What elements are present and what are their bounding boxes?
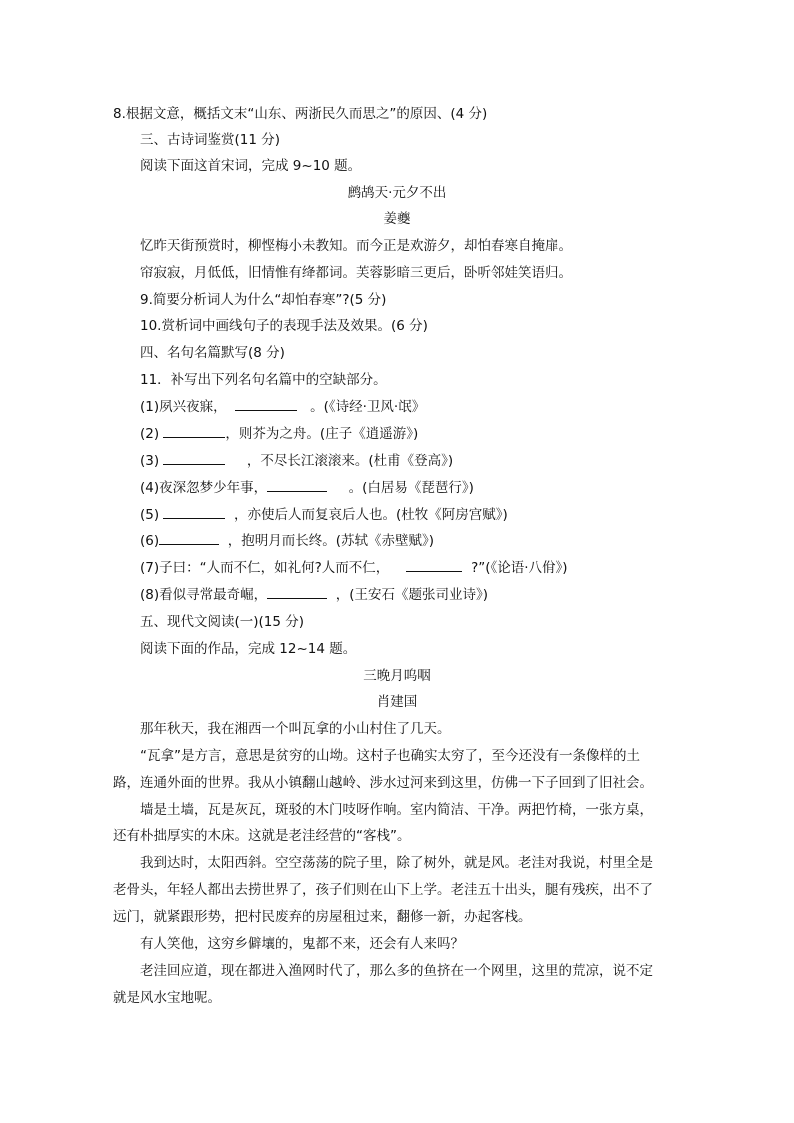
fill-item-6-after: ，抱明月而长终。(苏轼《赤壁赋》) xyxy=(227,533,435,549)
story-paragraph-3-line-2: 还有朴拙厚实的木床。这就是老洼经营的“客栈”。 xyxy=(113,828,411,844)
fill-item-6 xyxy=(140,532,434,550)
fill-blank-6[interactable] xyxy=(159,532,219,545)
fill-item-4-before: (4)夜深忽梦少年事， xyxy=(140,480,268,496)
fill-item-7-after: ?”(《论语·八佾》) xyxy=(471,560,568,576)
fill-blank-1[interactable] xyxy=(235,398,297,411)
fill-item-5-before: (5) xyxy=(140,507,160,523)
fill-blank-3[interactable] xyxy=(163,452,225,465)
fill-item-2-after: ，则芥为之舟。(庄子《逍遥游》) xyxy=(225,426,419,442)
fill-item-8-after: ，(王安石《题张司业诗》) xyxy=(335,587,489,603)
fill-blank-4[interactable] xyxy=(267,479,327,492)
fill-blank-8[interactable] xyxy=(267,586,327,599)
story-paragraph-4-line-2: 老骨头，年轻人都出去捞世界了，孩子们则在山下上学。老洼五十出头，腿有残疾，出不了 xyxy=(113,882,653,898)
question-11: 11．补写出下列名句名篇中的空缺部分。 xyxy=(140,372,387,388)
question-9: 9.简要分析词人为什么“却怕春寒”?(5 分) xyxy=(140,292,387,308)
section-5-heading: 五、现代文阅读(一)(15 分) xyxy=(140,614,305,630)
story-title: 三晚月呜咽 xyxy=(363,668,431,684)
story-paragraph-2-line-2: 路，连通外面的世界。我从小镇翻山越岭、涉水过河来到这里，仿佛一下子回到了旧社会。 xyxy=(113,775,653,791)
fill-item-1-before: (1)夙兴夜寐， xyxy=(140,399,227,415)
fill-item-8-before: (8)看似寻常最奇崛， xyxy=(140,587,268,603)
fill-blank-5[interactable] xyxy=(163,506,225,519)
fill-item-1 xyxy=(140,398,425,416)
story-paragraph-3-line-1: 墙是土墙，瓦是灰瓦，斑驳的木门吱呀作响。室内简洁、干净。两把竹椅，一张方桌， xyxy=(140,802,653,818)
fill-item-1-after: 。(《诗经·卫风·氓》 xyxy=(310,399,426,415)
poem-title: 鹧鸪天·元夕不出 xyxy=(347,185,447,201)
section-3-heading: 三、古诗词鉴赏(11 分) xyxy=(140,132,281,148)
fill-item-3 xyxy=(140,452,453,470)
fill-item-4-after: 。(白居易《琵琶行》) xyxy=(348,480,474,496)
poem-line-1: 忆昨天街预赏时，柳悭梅小未教知。而今正是欢游夕，却怕春寒自掩扉。 xyxy=(140,238,572,254)
story-author: 肖建国 xyxy=(376,694,418,710)
story-paragraph-6-line-2: 就是风水宝地呢。 xyxy=(113,990,221,1006)
fill-item-5-after: ，亦使后人而复哀后人也。(杜牧《阿房宫赋》) xyxy=(234,507,508,523)
poem-author: 姜夔 xyxy=(383,211,411,227)
story-paragraph-6-line-1: 老洼回应道，现在都进入渔网时代了，那么多的鱼挤在一个网里，这里的荒凉，说不定 xyxy=(140,963,653,979)
question-10: 10.赏析词中画线句子的表现手法及效果。(6 分) xyxy=(140,318,428,334)
reading-instruction-12: 阅读下面的作品，完成 12~14 题。 xyxy=(140,641,357,657)
fill-item-3-before: (3) xyxy=(140,453,160,469)
fill-blank-2[interactable] xyxy=(163,425,225,438)
fill-item-7 xyxy=(140,559,568,577)
fill-item-2-before: (2) xyxy=(140,426,160,442)
question-8: 8.根据文意，概括文末“山东、两浙民久而思之”的原因、(4 分) xyxy=(113,106,488,122)
fill-item-5 xyxy=(140,506,508,524)
poem-line-2: 帘寂寂，月低低，旧情惟有绛都词。芙蓉影暗三更后，卧听邻娃笑语归。 xyxy=(140,265,572,281)
fill-item-8 xyxy=(140,586,488,604)
story-paragraph-1: 那年秋天，我在湘西一个叫瓦拿的小山村住了几天。 xyxy=(140,721,451,737)
fill-item-6-before: (6) xyxy=(140,533,160,549)
fill-blank-7[interactable] xyxy=(406,559,462,572)
story-paragraph-4-line-3: 远门，就紧跟形势，把村民废弃的房屋租过来，翻修一新，办起客栈。 xyxy=(113,909,532,925)
fill-item-2 xyxy=(140,425,418,443)
story-paragraph-5: 有人笑他，这穷乡僻壤的，鬼都不来，还会有人来吗？ xyxy=(140,936,464,952)
story-paragraph-2-line-1: “瓦拿”是方言，意思是贫穷的山坳。这村子也确实太穷了，至今还没有一条像样的土 xyxy=(140,748,640,764)
fill-item-7-before: (7)子曰：“人而不仁，如礼何?人而不仁， xyxy=(140,560,390,576)
fill-item-3-after: ，不尽长江滚滚来。(杜甫《登高》) xyxy=(246,453,454,469)
reading-instruction-9: 阅读下面这首宋词，完成 9~10 题。 xyxy=(140,158,362,174)
section-4-heading: 四、名句名篇默写(8 分) xyxy=(140,345,285,361)
story-paragraph-4-line-1: 我到达时，太阳西斜。空空荡荡的院子里，除了树外，就是风。老洼对我说，村里全是 xyxy=(140,855,653,871)
fill-item-4 xyxy=(140,479,474,497)
